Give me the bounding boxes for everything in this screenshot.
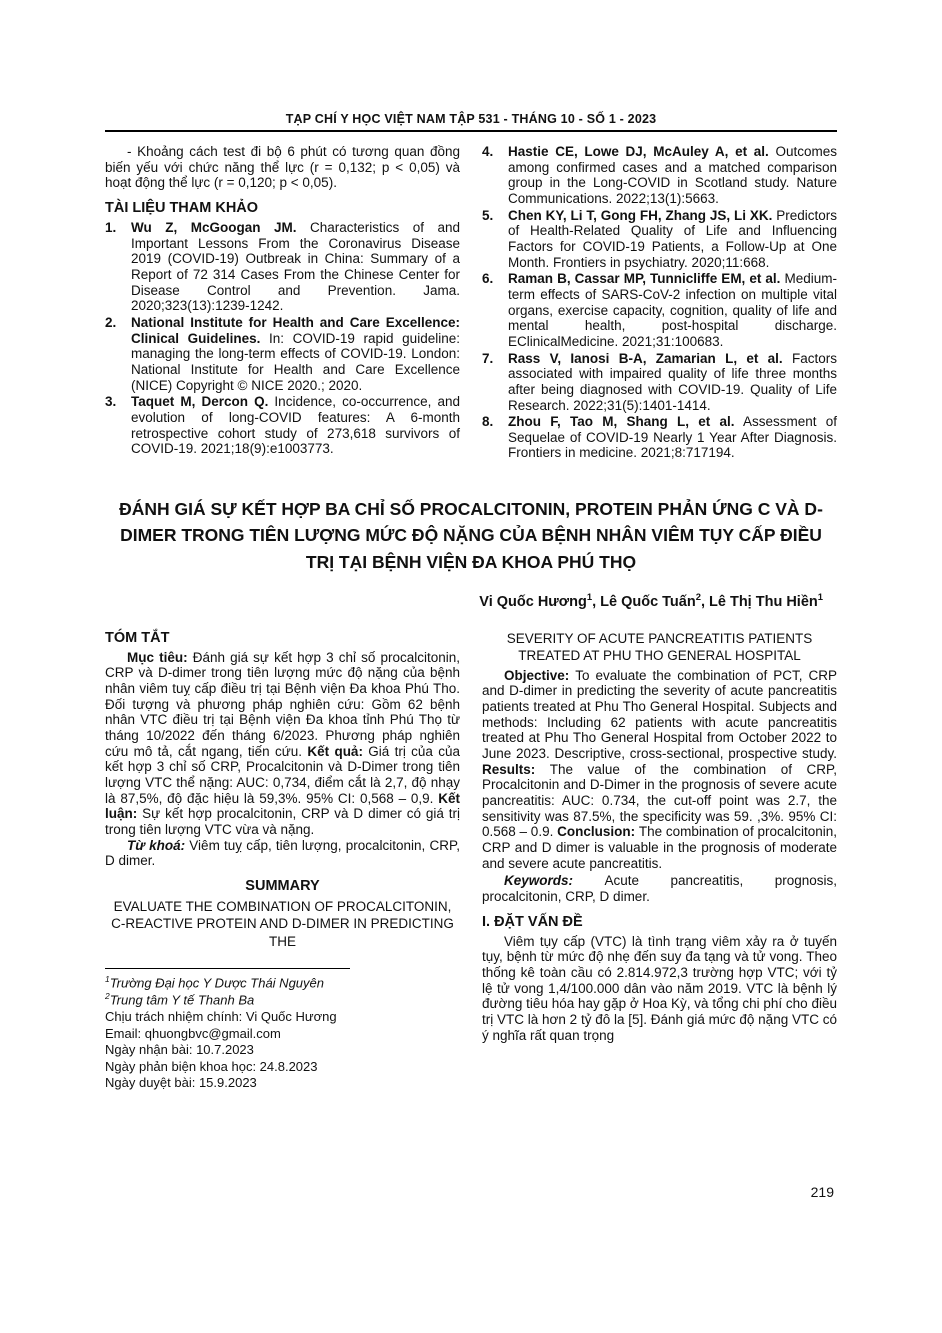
article-left-column (105, 630, 460, 1092)
article-authors: Vi Quốc Hương$^1$, Lê Quốc Tuấn$^2$, Lê Thị Thu Hiền$^1$ (479, 590, 823, 610)
affiliation-1: $^1$Trường Đại học Y Dược Thái Nguyên (105, 973, 324, 990)
header-rule (105, 130, 837, 132)
reference-authors: Hastie CE, Lowe DJ, McAuley A, et al. (508, 144, 769, 159)
article-right-column (482, 630, 837, 1092)
reference-item-4 (482, 144, 837, 207)
reference-authors: Taquet M, Dercon Q. (131, 394, 269, 410)
references-left-column (105, 144, 460, 462)
received-date-line: Ngày nhận bài: 10.7.2023 (105, 1042, 254, 1058)
page-number: 219 (810, 1184, 834, 1200)
summary-paragraph: Objective: To evaluate the combination of PCT, CRP and D-dimer in predicting the severity of acute pancreatitis patients treated at Phu Tho General Hospital. Subjects and methods: Including 62 patients with acute pancreatitis treated at Phu Tho General Hospital from October 2022 to June 2023. Descriptive, cross-sectional, prospective study. Results: The value of the combination of CRP, Procalcitonin and D-Dimer in the prognosis of severe acute pancreatitis: AUC: 0.734, the cut-off point was 2.7, the sensitivity was 87.5%, the specificity was 59. ,3%. 95% CI: 0.568 – 0.9. Conclusion: The combination of procalcitonin, CRP and D dimer is valuable in the prognosis of moderate and severe acute pancreatitis. (482, 667, 837, 871)
summary-heading: SUMMARY (245, 877, 320, 894)
reference-text: In: COVID-19 rapid guideline: managing the long-term effects of COVID-19. London: National Institute for Health and Care Excellence (NICE) Copyright © NICE 2020.; 2020. (131, 330, 460, 393)
page-content (105, 0, 837, 1092)
references-heading: TÀI LIỆU THAM KHẢO (105, 199, 259, 216)
reference-text: Factors associated with impaired quality of life three months after being diagnosed with COVID-19. Quality of Life Research. 2022;31(5):1401-1414. (508, 350, 837, 413)
references-right-column (482, 144, 837, 462)
reference-authors: Raman B, Cassar MP, Tunnicliffe EM, et al. (508, 271, 781, 287)
reference-number: 2. (105, 314, 117, 330)
reference-authors: National Institute for Health and Care Excellence: Clinical Guidelines. (131, 314, 460, 346)
affiliation-2: $^2$Trung tâm Y tế Thanh Ba (105, 991, 255, 1008)
summary-title-part2: SEVERITY OF ACUTE PANCREATITIS PATIENTS TREATED AT PHU THO GENERAL HOSPITAL (506, 630, 813, 664)
introduction-paragraph: Viêm tụy cấp (VTC) là tình trạng viêm xảy ra ở tuyến tụy, bệnh từ mức độ nhẹ đến suy đa tạng và tử vong. Theo thống kê toàn cầu có 2.814.972,3 trường hợp VTC; với tỷ lệ tử vong 1,4/100.000 dân vào năm 2019. VTC là bệnh lý đường tiêu hóa hay gặp ở Hoa Kỳ, và tổng chi phí cho điều trị VTC là hơn 2 tỷ đô la [5]. Đánh giá mức độ nặng VTC có ý nghĩa rất quan trọng (482, 933, 837, 1043)
journal-running-head: TẠP CHÍ Y HỌC VIỆT NAM TẬP 531 - THÁNG 10 - SỐ 1 - 2023 (285, 112, 657, 126)
reference-number: 8. (482, 414, 494, 430)
reference-authors: Rass V, Ianosi B-A, Zamarian L, et al. (508, 350, 783, 366)
introduction-heading: I. ĐẶT VẤN ĐỀ (482, 913, 583, 930)
closing-paragraph: - Khoảng cách test đi bộ 6 phút có tương quan đồng biến yếu với chức năng thể lực (r = 0,132; p < 0,05) và hoạt động thể lực (r = 0,120; p < 0,05). (105, 144, 460, 191)
reference-item-3 (105, 394, 460, 457)
accepted-date-line: Ngày duyệt bài: 15.9.2023 (105, 1075, 257, 1091)
footnote-block (105, 954, 460, 1092)
reference-authors: Chen KY, Li T, Gong FH, Zhang JS, Li XK. (508, 207, 773, 223)
abstract-paragraph: Mục tiêu: Đánh giá sự kết hợp 3 chỉ số procalcitonin, CRP và D-dimer trong tiên lượng mức độ nặng của bệnh nhân viêm tuỵ cấp điều trị tại Bệnh viện Đa khoa Phú Tho. Đối tượng và phương pháp nghiên cứu: Gồm 62 bệnh nhân VTC điều trị tại Bệnh viện Đa khoa tỉnh Phú Thọ từ tháng 10/2022 đến tháng 6/2023. Phương pháp nghiên cứu mô tả, cắt ngang, tiến cứu. Kết quả: Giá trị của của kết hợp 3 chỉ số CRP, Procalcitonin và D-Dimer trong tiên lượng VTC thể nặng: AUC: 0,734, điểm cắt là 2,7, độ nhạy là 87,5%, độ đặc hiệu là 59,3%. 95% CI: 0,568 – 0,9. Kết luận: Sự kết hợp procalcitonin, CRP và D dimer có giá trị trong tiên lượng VTC vừa và nặng. (105, 649, 461, 837)
reference-text: Characteristics of and Important Lessons From the Coronavirus Disease 2019 (COVID-19) Outbreak in China: Summary of a Report of 72 314 Cases From the Chinese Center for Disease Control and Prevention. Jama. 2020;323(13):1239-1242. (131, 219, 460, 314)
reference-item-8 (482, 414, 837, 461)
reference-text: Outcomes among confirmed cases and a matched comparison group in the Long-COVID in Scotland study. Nature Communications. 2022;13(1):5663. (508, 144, 837, 206)
reference-item-1 (105, 220, 460, 314)
reference-number: 7. (482, 350, 494, 366)
reference-text: Predictors of Health-Related Quality of Life and Influencing Factors for COVID-19 Patients, a Follow-Up at One Month. Frontiers in psychiatry. 2020;11:668. (508, 207, 837, 270)
reference-text: Incidence, co-occurrence, and evolution of long-COVID features: A 6-month retrospective cohort study of 273,618 survivors of COVID-19. 2021;18(9):e1003773. (131, 394, 460, 457)
reference-number: 5. (482, 207, 494, 223)
article-body-section (105, 630, 837, 1092)
summary-title-part1: EVALUATE THE COMBINATION OF PROCALCITONIN, C-REACTIVE PROTEIN AND D-DIMER IN PREDICTING THE (111, 898, 454, 949)
reference-number: 3. (105, 394, 117, 410)
summary-keywords: Keywords: Acute pancreatitis, prognosis, procalcitonin, CRP, D dimer. (482, 873, 837, 904)
reference-authors: Zhou F, Tao M, Shang L, et al. (508, 414, 735, 430)
reference-text: Medium-term effects of SARS-CoV-2 infection on multiple vital organs, exercise capacity, cognition, quality of life and mental health, post-hospital discharge. EClinicalMedicine. 2021;31:100683. (508, 271, 837, 349)
reference-number: 6. (482, 271, 494, 287)
reference-item-2 (105, 315, 460, 393)
reference-number: 4. (482, 144, 494, 159)
references-section (105, 144, 837, 462)
reference-item-6 (482, 271, 837, 349)
corresponding-author-line: Chịu trách nhiệm chính: Vi Quốc Hương (105, 1009, 337, 1025)
abstract-heading: TÓM TẮT (105, 629, 170, 646)
reference-authors: Wu Z, McGoogan JM. (131, 219, 297, 235)
reference-text: Assessment of Sequelae of COVID-19 Nearly 1 Year After Diagnosis. Frontiers in medicine. 2021;8:717194. (508, 414, 837, 461)
abstract-keywords: Từ khoá: Viêm tuỵ cấp, tiên lượng, procalcitonin, CRP, D dimer. (105, 837, 461, 869)
email-line: Email: qhuongbvc@gmail.com (105, 1025, 281, 1041)
reference-number: 1. (105, 219, 117, 235)
reference-item-7 (482, 351, 837, 414)
article-title: ĐÁNH GIÁ SỰ KẾT HỢP BA CHỈ SỐ PROCALCITONIN, PROTEIN PHẢN ỨNG C VÀ D-DIMER TRONG TIÊN LƯỢNG MỨC ĐỘ NẶNG CỦA BỆNH NHÂN VIÊM TỤY CẤP ĐIỀU TRỊ TẠI BỆNH VIỆN ĐA KHOA PHÚ THỌ (119, 499, 823, 572)
reviewed-date-line: Ngày phản biện khoa học: 24.8.2023 (105, 1058, 318, 1074)
footnote-rule (105, 968, 350, 969)
reference-item-5 (482, 208, 837, 271)
